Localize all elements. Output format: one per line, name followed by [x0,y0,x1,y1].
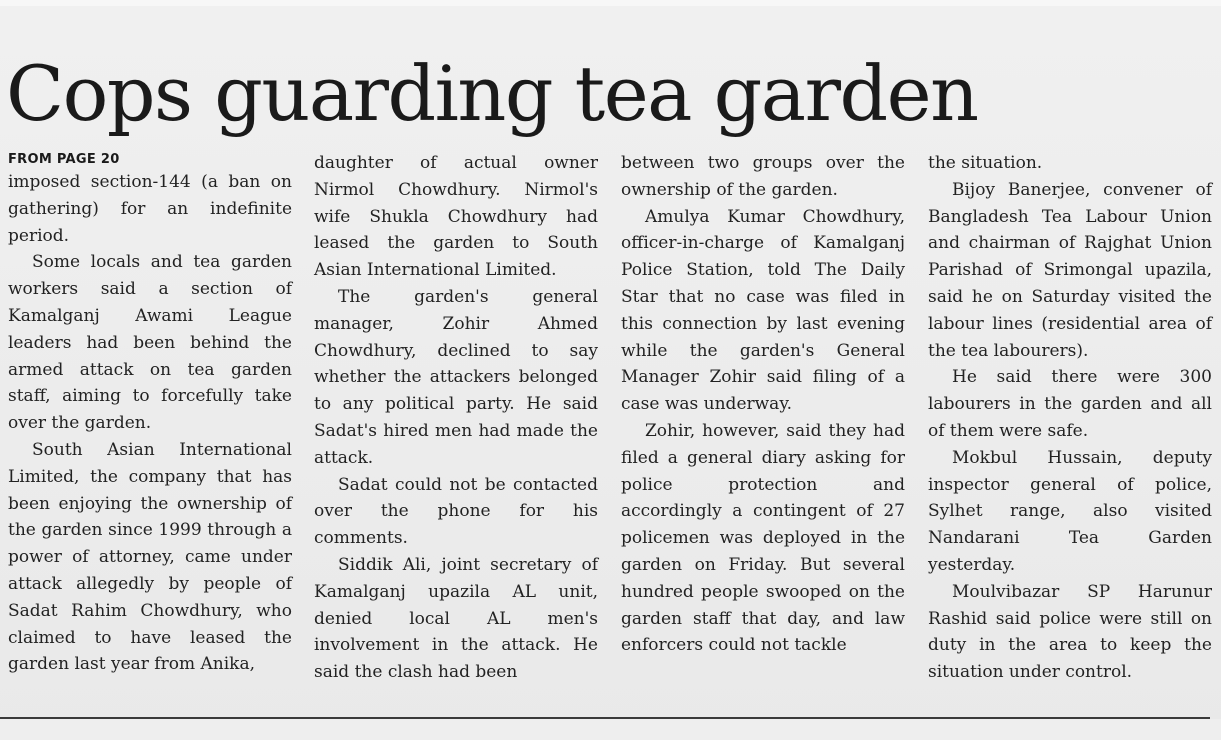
paragraph: Sadat could not be contacted over the phone for his comments. [314,474,598,549]
paragraph: Moulvibazar SP Harunur Rashid said police were still on duty in the area to keep the situation under control. [928,581,1212,683]
paragraph: Some locals and tea garden workers said a section of Kamalganj Awami League leaders had been behind the armed attack on tea garden staff, aiming to forcefully take over the garden. [8,252,292,434]
paragraph: the situation. [928,153,1043,173]
paragraph: Bijoy Banerjee, convener of Bangladesh Tea Labour Union and chairman of Rajghat Union Parishad of Srimongal upazila, said he on Saturday visited the labour lines (residential area of the tea labourers). [928,179,1212,361]
bottom-margin [0,719,1221,740]
paragraph: Zohir, however, said they had filed a general diary asking for police protection and accordingly a contingent of 27 policemen was deployed in the garden on Friday. But several hundred people swooped on the garden staff that day, and law enforcers could not tackle [621,420,905,656]
paragraph: Siddik Ali, joint secretary of Kamalganj upazila AL unit, denied local AL men's involvement in the attack. He said the clash had been [314,554,598,683]
paragraph: He said there were 300 labourers in the garden and all of them were safe. [928,367,1212,441]
paragraph: between two groups over the ownership of the garden. [621,153,905,200]
paragraph: imposed section-144 (a ban on gathering) for an indefinite period. [8,172,292,246]
article-column-4 [928,150,1212,686]
paragraph: Mokbul Hussain, deputy inspector general of police, Sylhet range, also visited Nandarani Tea Garden yesterday. [928,447,1212,575]
article-column-1 [8,151,292,678]
article-column-2 [314,150,598,686]
paragraph: daughter of actual owner Nirmol Chowdhury. Nirmol's wife Shukla Chowdhury had leased the garden to South Asian International Limited. [314,153,598,281]
paragraph: The garden's general manager, Zohir Ahmed Chowdhury, declined to say whether the attackers belonged to any political party. He said Sadat's hired men had made the attack. [314,286,598,468]
paragraph: South Asian International Limited, the company that has been enjoying the ownership of the garden since 1999 through a power of attorney, came under attack allegedly by people of Sadat Rahim Chowdhury, who claimed to have leased the garden last year from Anika, [8,439,292,675]
article-column-3 [621,150,905,659]
headline: Cops guarding tea garden [6,49,978,138]
paragraph: Amulya Kumar Chowdhury, officer-in-charge of Kamalganj Police Station, told The Daily Star that no case was filed in this connection by last evening while the garden's General Manager Zohir said filing of a case was underway. [621,206,905,415]
continuation-kicker: FROM PAGE 20 [8,152,120,167]
top-edge [0,0,1221,6]
